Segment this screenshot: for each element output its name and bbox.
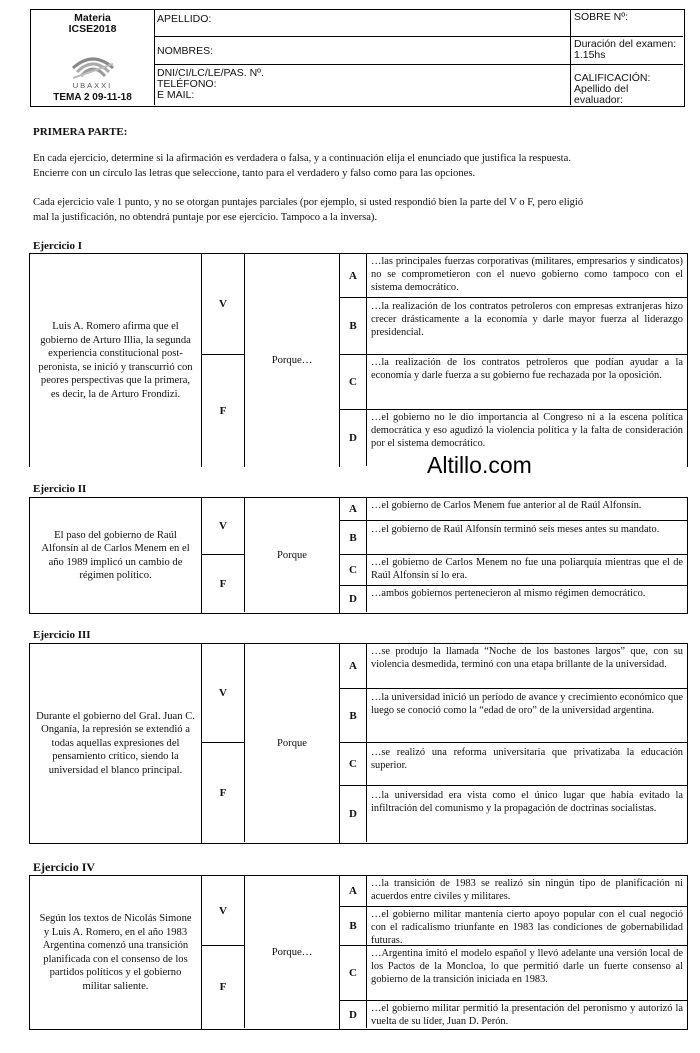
- exercise-4-porque: Porque…: [245, 876, 340, 1029]
- exercise-4-option-a: …la transición de 1983 se realizó sin ningún tipo de planificación ni acuerdos entre civiles y militares.: [367, 876, 687, 907]
- exercise-4-false-option[interactable]: F: [202, 946, 245, 1028]
- apellido-label: APELLIDO:: [157, 13, 212, 25]
- logo-text: UBAXXI: [72, 81, 113, 90]
- scoring-line-2: mal la justificación, no obtendrá puntaje por ese ejercicio. Tampoco a la inversa).: [33, 212, 378, 223]
- exercise-2-option-b: …el gobierno de Raúl Alfonsín terminó seis meses antes su mandato.: [367, 521, 687, 555]
- exercise-1-letter-b[interactable]: B: [340, 298, 367, 355]
- exercise-2-option-a: …el gobierno de Carlos Menem fue anterior al de Raúl Alfonsín.: [367, 498, 687, 521]
- exercise-3-title: Ejercicio III: [33, 629, 91, 641]
- exercise-2-option-d: …ambos gobiernos pertenecieron al mismo régimen democrático.: [371, 588, 646, 599]
- exercise-1-option-b: …la realización de los contratos petroleros con empresas extranjeras hizo crecer drásticamente a la economía y darle mayor fuerza al liderazgo presidencial.: [367, 298, 687, 355]
- exercise-4-table: [29, 875, 688, 1030]
- exercise-1-option-d: …el gobierno no le dio importancia al Congreso ni a la escena política democrática y eso agudizó la violencia política y la falta de consideración por el sistema democrático.: [371, 412, 683, 449]
- exercise-4-letter-d[interactable]: D: [340, 1001, 367, 1028]
- exercise-3-true-option[interactable]: V: [202, 644, 245, 743]
- exercise-2-option-c: …el gobierno de Carlos Menem no fue una poliarquía mientras que el de Raúl Alfonsín sí lo era.: [367, 555, 687, 586]
- exercise-1-false-option[interactable]: F: [202, 355, 245, 467]
- section-title: PRIMERA PARTE:: [33, 126, 128, 138]
- exercise-3-false-option[interactable]: F: [202, 743, 245, 842]
- exercise-3-table: [29, 643, 688, 844]
- exercise-2-true-option[interactable]: V: [202, 498, 245, 555]
- course-box: [31, 10, 155, 105]
- sobre-label: SOBRE Nº:: [574, 11, 629, 23]
- nombres-label: NOMBRES:: [157, 45, 214, 57]
- exercise-2-false-option[interactable]: F: [202, 555, 245, 612]
- email-label: E MAIL:: [157, 89, 195, 101]
- instructions-line-1: En cada ejercicio, determine si la afirmación es verdadera o falsa, y a continuación elija el enunciado que justifica la respuesta.: [33, 153, 571, 164]
- exercise-4-letter-a[interactable]: A: [340, 876, 367, 907]
- exercise-3-option-a: …se produjo la llamada “Noche de los bastones largos” que, con su violencia desmedida, terminó con una etapa brillante de la universidad.: [367, 644, 687, 689]
- exercise-2-table: [29, 497, 688, 614]
- exercise-3-option-c: …se realizó una reforma universitaria que privatizaba la educación superior.: [367, 743, 687, 786]
- exercise-1-option-c: …la realización de los contratos petroleros que podían ayudar a la economía y darle fuerza a su gobierno fue rechazada por la oposición.: [367, 355, 687, 410]
- exercise-4-option-c: …Argentina imitó el modelo español y llevó adelante una versión local de los Pactos de la Moncloa, lo que permitió darle un fuerte consenso al gobierno de la transición iniciada en 1983.: [367, 946, 687, 1001]
- ubaxxi-logo-icon: [69, 48, 117, 82]
- exercise-3-statement: Durante el gobierno del Gral. Juan C. Onganía, la represión se extendió a todas aquellas expresiones del pensamiento crítico, siendo la universidad el blanco principal.: [30, 644, 202, 843]
- exercise-1-option-a: …las principales fuerzas corporativas (militares, empresarios y sindicatos) no se comprometieron con el nuevo gobierno como tampoco con el sistema democrático.: [367, 254, 687, 298]
- exercise-1-letter-d[interactable]: D: [340, 410, 367, 466]
- sobre-field[interactable]: [571, 10, 683, 37]
- contact-field[interactable]: [154, 65, 570, 105]
- nombres-field[interactable]: [154, 37, 570, 65]
- exam-header: [30, 9, 685, 107]
- telefono-label: TELÉFONO:: [157, 78, 217, 90]
- exercise-3-letter-b[interactable]: B: [340, 689, 367, 743]
- instructions-line-2: Encierre con un círculo las letras que seleccione, tanto para el verdadero y falso como para las opciones.: [33, 168, 476, 179]
- exercise-4-statement: Según los textos de Nicolás Simone y Luis A. Romero, en el año 1983 Argentina comenzó una transición planificada con el consenso de los partidos políticos y el gobierno militar saliente.: [30, 876, 202, 1029]
- student-info: [154, 10, 571, 105]
- exercise-1-porque: Porque…: [245, 254, 340, 467]
- duracion-field: [571, 37, 683, 65]
- apellido-field[interactable]: [154, 10, 570, 37]
- exercise-4-letter-b[interactable]: B: [340, 907, 367, 946]
- course-code: ICSE2018: [68, 23, 117, 35]
- exercise-4-option-d: …el gobierno militar permitió la presentación del peronismo y autorizó la vuelta de su líder, Juan D. Perón.: [371, 1003, 683, 1027]
- tema-label: TEMA 2 09-11-18: [53, 92, 132, 103]
- exercise-4-letter-c[interactable]: C: [340, 946, 367, 1001]
- exercise-4-option-b: …el gobierno militar mantenía cierto apoyo popular con el cual negoció con el radicalismo triunfante en 1983 las condiciones de gobernabilidad futuras.: [367, 907, 687, 946]
- exercise-1-letter-c[interactable]: C: [340, 355, 367, 410]
- duracion-label: Duración del examen: 1.15hs: [574, 38, 677, 61]
- exercise-2-statement: El paso del gobierno de Raúl Alfonsín al de Carlos Menem en el año 1989 implicó un cambio de régimen político.: [30, 498, 202, 613]
- exercise-1-title: Ejercicio I: [33, 240, 82, 252]
- calificacion-field[interactable]: [571, 65, 683, 105]
- exercise-4-title: Ejercicio IV: [33, 860, 96, 874]
- exercise-3-porque: Porque: [245, 644, 340, 843]
- exercise-3-letter-c[interactable]: C: [340, 743, 367, 786]
- exercise-2-letter-a[interactable]: A: [340, 498, 367, 521]
- scoring-line-1: Cada ejercicio vale 1 punto, y no se otorgan puntajes parciales (por ejemplo, si usted respondió bien la parte del V o F, pero eligió: [33, 197, 584, 208]
- exercise-4-true-option[interactable]: V: [202, 876, 245, 946]
- exercise-1-letter-a[interactable]: A: [340, 254, 367, 298]
- evaluador-label: Apellido del evaluador:: [574, 83, 629, 106]
- exercise-2-letter-b[interactable]: B: [340, 521, 367, 555]
- calificacion-label: CALIFICACIÓN:: [574, 72, 651, 84]
- exam-info: [571, 10, 683, 105]
- exercise-3-option-b: …la universidad inició un período de avance y crecimiento económico que luego se conoció como la “edad de oro” de la universidad argentina.: [367, 689, 687, 743]
- exercise-2-letter-c[interactable]: C: [340, 555, 367, 586]
- exercise-3-option-d: …la universidad era vista como el único lugar que había evitado la infiltración del comunismo y la propagación de doctrinas socialistas.: [371, 790, 683, 814]
- exercise-3-letter-d[interactable]: D: [340, 786, 367, 842]
- materia-label: Materia: [74, 12, 111, 24]
- watermark: Altillo.com: [427, 452, 532, 478]
- exercise-1-statement: Luis A. Romero afirma que el gobierno de Arturo Illia, la segunda experiencia constitucional post-peronista, se inició y transcurrió con peores perspectivas que la primera, es decir, la de Arturo Frondizi.: [30, 254, 202, 467]
- dni-label: DNI/CI/LC/LE/PAS. Nº.: [157, 67, 264, 79]
- exercise-1-table: [29, 253, 688, 467]
- exercise-1-true-option[interactable]: V: [202, 254, 245, 355]
- exercise-2-letter-d[interactable]: D: [340, 586, 367, 612]
- exercise-3-letter-a[interactable]: A: [340, 644, 367, 689]
- exercise-2-porque: Porque: [245, 498, 340, 613]
- exercise-2-title: Ejercicio II: [33, 483, 87, 495]
